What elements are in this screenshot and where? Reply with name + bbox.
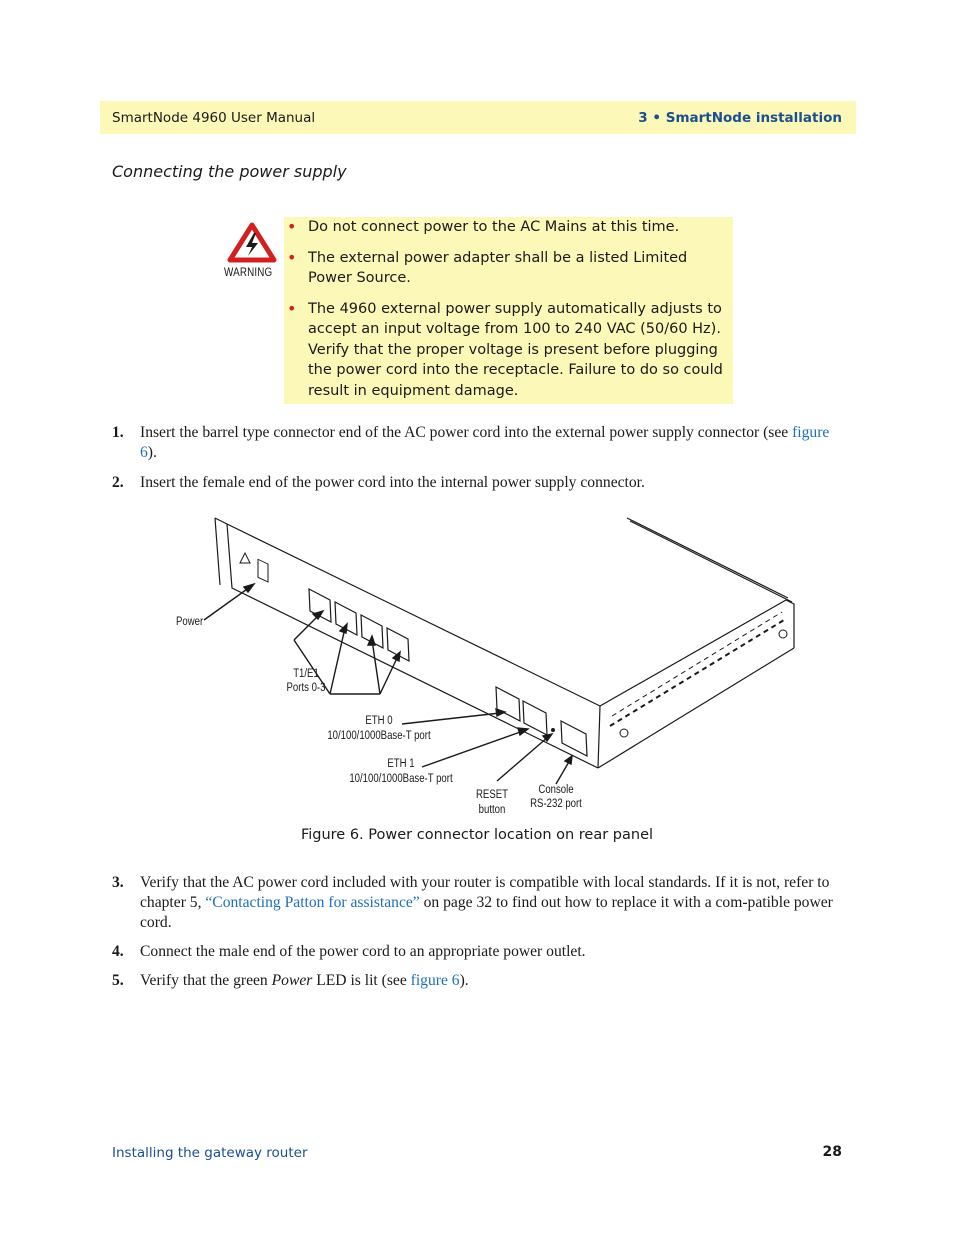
warning-item: • The 4960 external power supply automatically adjusts to accept an input voltage from 100 to 240 VAC (50/60 Hz). Verify that the proper voltage is present before plugging the power cord into the receptacle. Failure to do so could result in equipment damage. <box>284 299 727 402</box>
vent-slots <box>610 620 784 726</box>
label-eth0: ETH 0 <box>365 714 393 728</box>
steps-list-b <box>112 873 844 991</box>
warning-item: • The external power adapter shall be a listed Limited Power Source. <box>284 248 727 289</box>
step-2 <box>112 473 844 493</box>
label-power: Power <box>176 615 204 629</box>
figure-caption: Figure 6. Power connector location on rear panel <box>300 827 654 843</box>
running-header <box>100 101 856 134</box>
step-number: 5. <box>112 972 124 989</box>
header-chapter: 3 • SmartNode installation <box>638 109 842 126</box>
rear-panel-figure <box>170 512 800 828</box>
label-t1e1: T1/E1 <box>293 667 319 681</box>
warning-label: WARNING <box>224 265 273 279</box>
footer-section: Installing the gateway router <box>112 1145 308 1161</box>
warning-icon <box>226 222 278 264</box>
contacting-patton-link[interactable]: “Contacting Patton for assistance” <box>205 894 420 911</box>
step-text: Insert the barrel type connector end of the AC power cord into the external power supply connector (see <box>140 424 793 441</box>
steps-list-a <box>112 423 844 493</box>
figure-link[interactable]: figure 6 <box>140 424 830 461</box>
vent-slots <box>612 612 782 716</box>
step-text: Verify that the AC power cord included with your router is compatible with local standards. If it is not, refer to chapter 5, <box>140 874 830 911</box>
section-title: Connecting the power supply <box>112 162 347 181</box>
screw-icon <box>620 729 628 737</box>
step-text-mid: LED is lit (see <box>312 972 411 989</box>
step-text-end: ). <box>459 972 469 989</box>
label-reset: RESET <box>476 788 508 802</box>
power-connector-icon <box>240 553 268 582</box>
label-reset-button: button <box>478 803 506 817</box>
console-port <box>561 721 587 756</box>
step-number: 3. <box>112 874 124 891</box>
router-chassis <box>215 518 794 771</box>
label-eth1-desc: 10/100/1000Base-T port <box>349 772 453 786</box>
step-number: 4. <box>112 943 124 960</box>
warning-item: • Do not connect power to the AC Mains at this time. <box>284 217 727 238</box>
page-number: 28 <box>822 1144 842 1160</box>
label-eth1: ETH 1 <box>387 757 415 771</box>
screw-icon <box>779 630 787 638</box>
step-text: Verify that the green <box>140 972 272 989</box>
step-number: 2. <box>112 474 124 491</box>
step-5 <box>112 971 844 991</box>
header-doc-title: SmartNode 4960 User Manual <box>112 109 316 126</box>
warning-box <box>284 217 733 404</box>
reset-button-icon <box>551 728 555 732</box>
label-console: Console <box>538 783 574 797</box>
label-t1e1-ports: Ports 0-3 <box>286 681 326 695</box>
label-eth0-desc: 10/100/1000Base-T port <box>327 729 431 743</box>
step-text: Connect the male end of the power cord to an appropriate power outlet. <box>140 943 586 960</box>
figure-link[interactable]: figure 6 <box>410 972 460 989</box>
callout-arrows <box>204 584 572 784</box>
power-led-term: Power <box>271 972 313 989</box>
step-number: 1. <box>112 424 124 441</box>
step-4 <box>112 942 844 962</box>
step-text-end: on page 32 to find out how to replace it with a com-patible power cord. <box>140 894 833 931</box>
step-3 <box>112 873 844 933</box>
step-text-end: ). <box>147 444 157 461</box>
step-text: Insert the female end of the power cord into the internal power supply connector. <box>140 474 645 491</box>
step-1 <box>112 423 844 463</box>
label-console-port: RS-232 port <box>530 797 582 811</box>
